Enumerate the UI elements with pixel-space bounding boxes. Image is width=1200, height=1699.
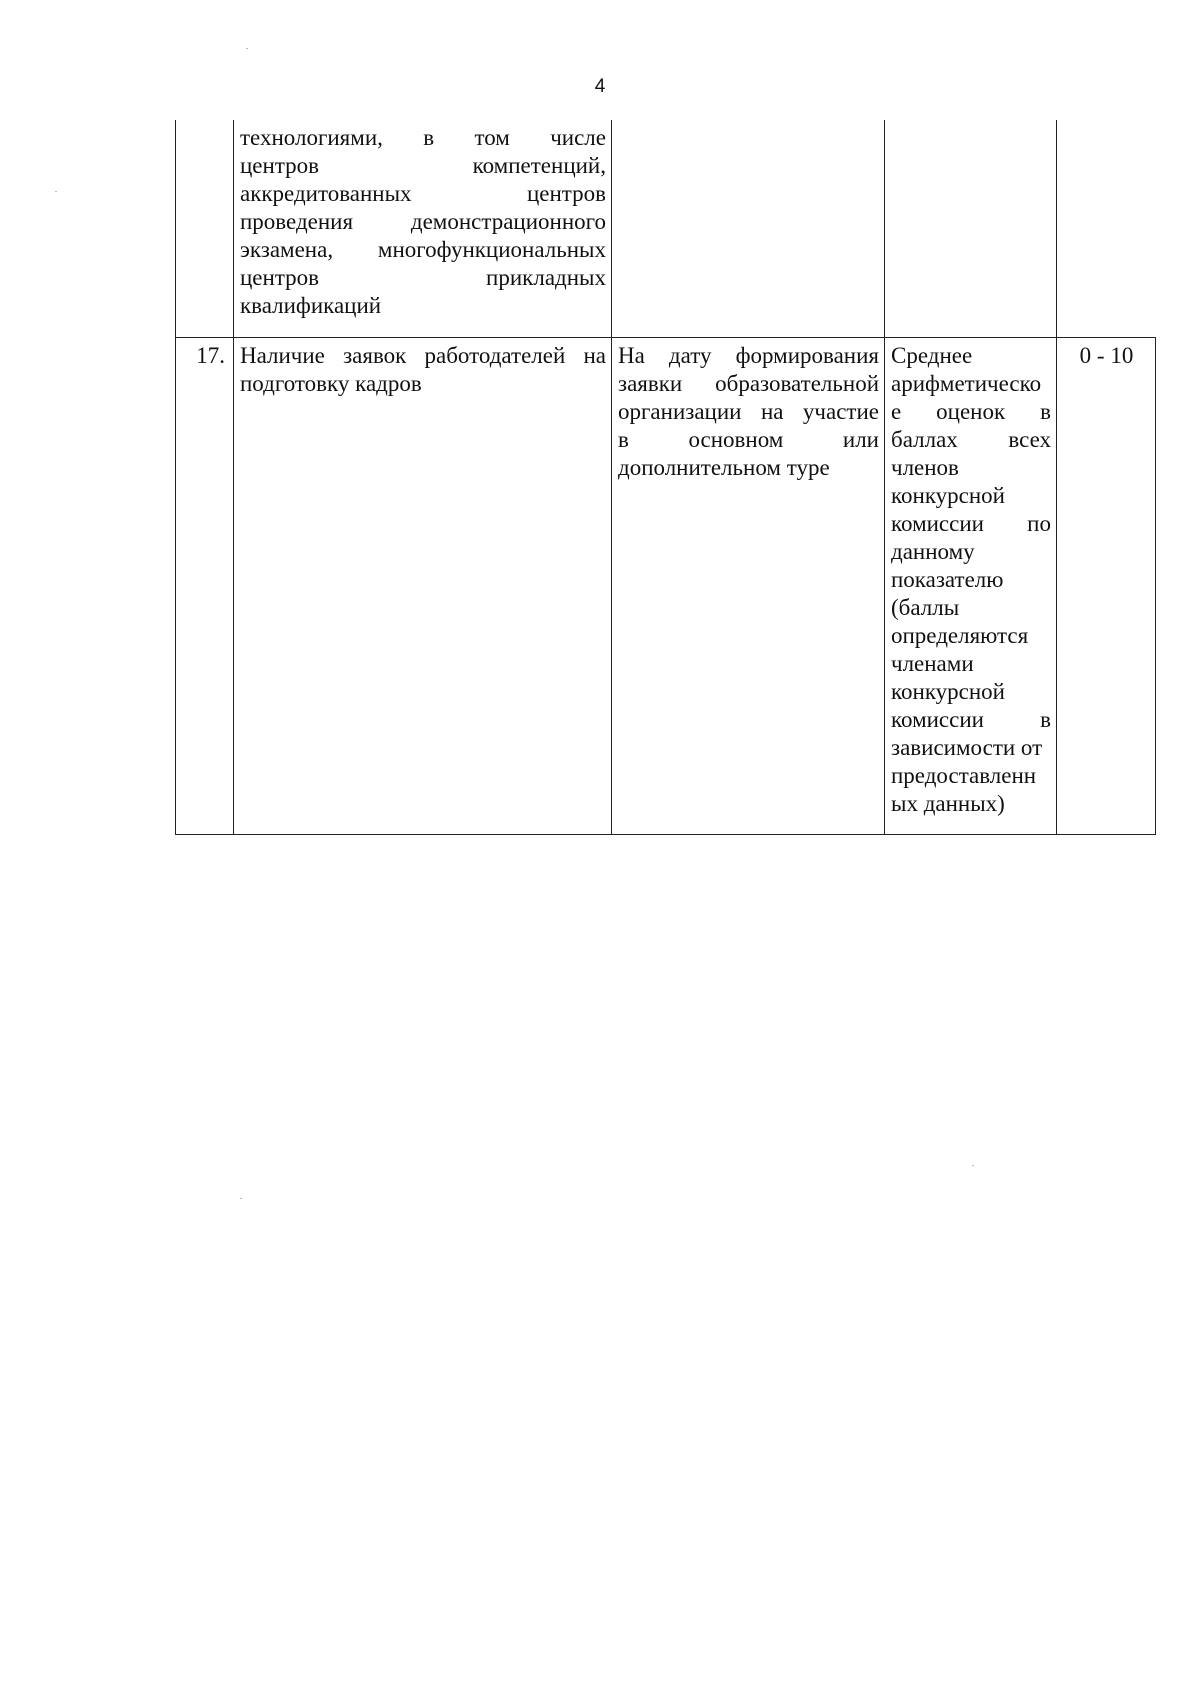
method-line: членов [891, 454, 959, 480]
method-line: показателю [891, 566, 1004, 592]
criterion-line: центров компетенций, [240, 153, 606, 178]
scan-artifact [972, 1165, 974, 1166]
method-cell [885, 337, 1057, 834]
method-line: комиссии по [891, 510, 1051, 536]
score-cell [1057, 120, 1156, 337]
table-row-17 [176, 337, 1156, 834]
method-line: баллах всех [891, 426, 1051, 452]
method-line: определяются [891, 622, 1029, 648]
method-line: членами [891, 650, 974, 676]
scan-artifact [55, 191, 57, 192]
period-line: заявки образовательной [618, 370, 879, 396]
criterion-cell: Наличие заявок работодателей на подготовку кадров [234, 337, 612, 834]
row-number-cell [176, 120, 234, 337]
criterion-line: центров прикладных [240, 265, 606, 290]
criteria-table [175, 120, 1156, 835]
method-line: комиссии в [891, 706, 1051, 732]
method-line: е оценок в [891, 398, 1051, 424]
method-line: конкурсной [891, 482, 1005, 508]
criterion-line: аккредитованных центров [240, 181, 606, 206]
period-line: На дату формирования [618, 342, 879, 368]
period-cell [612, 120, 885, 337]
period-line: дополнительном туре [618, 454, 830, 480]
page-number: 4 [594, 76, 606, 97]
period-cell [612, 337, 885, 834]
criterion-line: технологиями, в том числе [240, 125, 606, 150]
criterion-cell [234, 120, 612, 337]
method-line: зависимости от [891, 734, 1043, 760]
method-line: Среднее [891, 342, 973, 368]
scan-artifact [246, 48, 248, 49]
method-line: предоставленн [891, 762, 1037, 788]
period-line: организации на участие [618, 398, 879, 424]
scan-artifact [240, 1198, 242, 1199]
criterion-line: проведения демонстрационного [240, 209, 606, 234]
method-cell [885, 120, 1057, 337]
criterion-line: экзамена, многофункциональных [240, 237, 606, 262]
score-cell: 0 - 10 [1057, 337, 1156, 834]
period-line: в основном или [618, 426, 879, 452]
method-line: конкурсной [891, 678, 1005, 704]
table-row-continuation [176, 120, 1156, 337]
method-line: данному [891, 538, 975, 564]
method-line: ых данных) [891, 790, 1005, 816]
row-number-cell: 17. [176, 337, 234, 834]
method-line: арифметическо [891, 370, 1042, 396]
criterion-line: квалификаций [240, 293, 382, 318]
method-line: (баллы [891, 594, 960, 620]
